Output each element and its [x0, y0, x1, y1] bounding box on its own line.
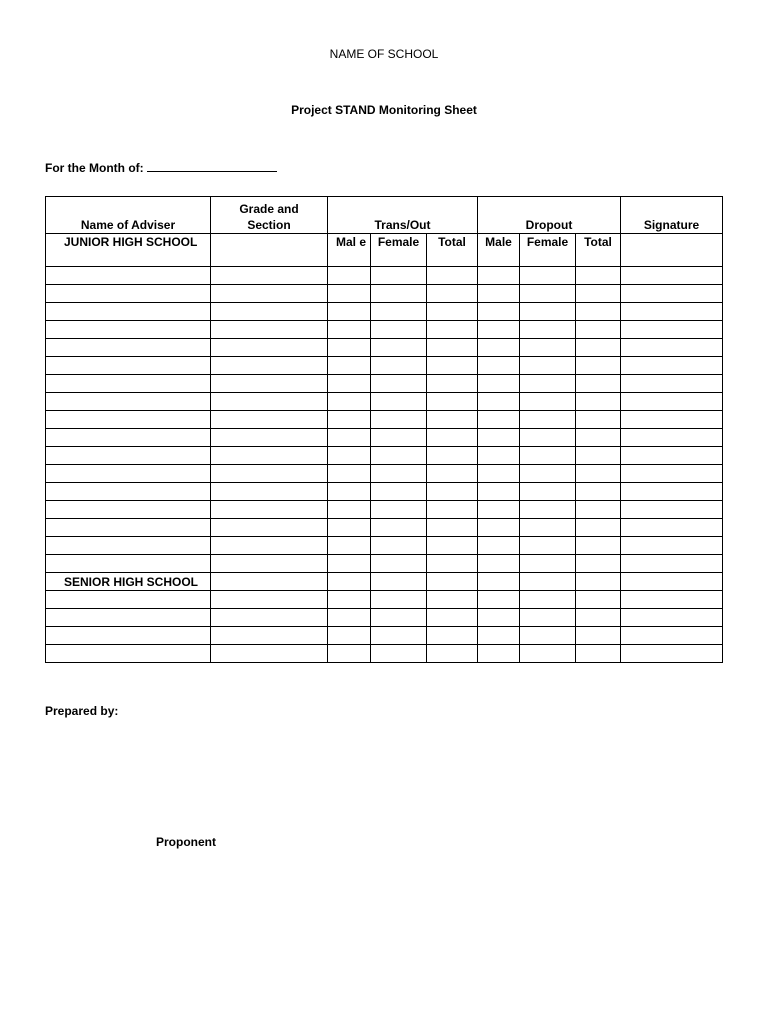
table-row — [46, 537, 723, 555]
blank-cell — [478, 573, 520, 591]
trans-total-header: Total — [427, 234, 478, 267]
blank-cell[interactable] — [520, 411, 576, 429]
blank-cell[interactable] — [576, 501, 621, 519]
blank-cell[interactable] — [371, 591, 427, 609]
table-row — [46, 483, 723, 501]
blank-cell[interactable] — [520, 375, 576, 393]
blank-cell — [576, 573, 621, 591]
blank-cell[interactable] — [520, 537, 576, 555]
blank-cell[interactable] — [427, 411, 478, 429]
table-row — [46, 555, 723, 573]
blank-cell[interactable] — [621, 537, 723, 555]
table-row — [46, 267, 723, 285]
blank-cell[interactable] — [371, 645, 427, 663]
blank-cell[interactable] — [427, 447, 478, 465]
blank-cell[interactable] — [576, 267, 621, 285]
blank-cell[interactable] — [371, 429, 427, 447]
blank-cell[interactable] — [520, 447, 576, 465]
blank-cell[interactable] — [46, 447, 211, 465]
blank-cell[interactable] — [328, 519, 371, 537]
blank-cell[interactable] — [46, 645, 211, 663]
month-line — [45, 160, 277, 175]
drop-male-header: Male — [478, 234, 520, 267]
blank-cell[interactable] — [478, 429, 520, 447]
blank-cell[interactable] — [621, 483, 723, 501]
blank-cell[interactable] — [328, 447, 371, 465]
blank-cell — [621, 234, 723, 267]
subheader-row — [46, 234, 723, 267]
blank-cell[interactable] — [328, 645, 371, 663]
blank-cell[interactable] — [211, 429, 328, 447]
blank-cell[interactable] — [211, 285, 328, 303]
blank-cell[interactable] — [427, 537, 478, 555]
blank-cell[interactable] — [520, 285, 576, 303]
blank-cell[interactable] — [621, 519, 723, 537]
blank-cell[interactable] — [576, 411, 621, 429]
blank-cell[interactable] — [427, 321, 478, 339]
blank-cell[interactable] — [211, 483, 328, 501]
blank-cell[interactable] — [427, 375, 478, 393]
table-row — [46, 285, 723, 303]
blank-cell[interactable] — [520, 357, 576, 375]
blank-cell[interactable] — [621, 267, 723, 285]
blank-cell[interactable] — [520, 483, 576, 501]
blank-cell[interactable] — [621, 285, 723, 303]
blank-cell[interactable] — [520, 465, 576, 483]
blank-cell[interactable] — [371, 375, 427, 393]
table-row — [46, 393, 723, 411]
blank-cell[interactable] — [621, 375, 723, 393]
blank-cell[interactable] — [478, 285, 520, 303]
blank-cell[interactable] — [478, 555, 520, 573]
blank-cell[interactable] — [211, 357, 328, 375]
blank-cell[interactable] — [478, 465, 520, 483]
blank-cell[interactable] — [427, 519, 478, 537]
month-label: For the Month of: — [45, 161, 144, 175]
blank-cell[interactable] — [621, 339, 723, 357]
blank-cell[interactable] — [211, 591, 328, 609]
blank-cell[interactable] — [576, 555, 621, 573]
blank-cell[interactable] — [211, 411, 328, 429]
blank-cell[interactable] — [46, 519, 211, 537]
blank-cell[interactable] — [328, 285, 371, 303]
blank-cell — [328, 573, 371, 591]
blank-cell[interactable] — [328, 537, 371, 555]
blank-cell[interactable] — [520, 645, 576, 663]
blank-cell[interactable] — [427, 501, 478, 519]
blank-cell[interactable] — [576, 447, 621, 465]
blank-cell[interactable] — [211, 627, 328, 645]
blank-cell[interactable] — [478, 321, 520, 339]
blank-cell[interactable] — [576, 285, 621, 303]
blank-cell[interactable] — [371, 519, 427, 537]
blank-cell[interactable] — [211, 465, 328, 483]
school-name: NAME OF SCHOOL — [329, 47, 439, 61]
blank-cell[interactable] — [211, 267, 328, 285]
blank-cell[interactable] — [576, 609, 621, 627]
blank-cell[interactable] — [621, 609, 723, 627]
monitoring-table — [45, 196, 723, 663]
table-row — [46, 321, 723, 339]
blank-cell[interactable] — [621, 321, 723, 339]
table-row — [46, 447, 723, 465]
table-row — [46, 501, 723, 519]
blank-cell[interactable] — [478, 501, 520, 519]
blank-cell[interactable] — [478, 357, 520, 375]
blank-cell — [621, 573, 723, 591]
grade-header-line1: Grade and — [239, 202, 299, 216]
blank-cell[interactable] — [478, 483, 520, 501]
blank-cell[interactable] — [478, 609, 520, 627]
senior-rows — [46, 591, 723, 663]
senior-high-label: SENIOR HIGH SCHOOL — [46, 573, 211, 591]
blank-cell[interactable] — [576, 429, 621, 447]
blank-cell[interactable] — [621, 411, 723, 429]
blank-cell[interactable] — [478, 267, 520, 285]
blank-cell[interactable] — [371, 285, 427, 303]
blank-cell[interactable] — [576, 627, 621, 645]
table-row — [46, 591, 723, 609]
blank-cell[interactable] — [621, 393, 723, 411]
table-row — [46, 519, 723, 537]
blank-cell[interactable] — [328, 339, 371, 357]
blank-cell[interactable] — [46, 303, 211, 321]
blank-cell[interactable] — [371, 537, 427, 555]
blank-cell[interactable] — [328, 465, 371, 483]
blank-cell[interactable] — [576, 303, 621, 321]
blank-cell[interactable] — [621, 501, 723, 519]
blank-cell[interactable] — [621, 447, 723, 465]
blank-cell[interactable] — [478, 627, 520, 645]
blank-cell[interactable] — [46, 339, 211, 357]
blank-cell[interactable] — [211, 519, 328, 537]
header-row — [46, 197, 723, 234]
trans-male-header: Mal e — [328, 234, 371, 267]
blank-cell[interactable] — [576, 645, 621, 663]
blank-cell[interactable] — [46, 411, 211, 429]
blank-cell[interactable] — [427, 555, 478, 573]
table-row — [46, 465, 723, 483]
blank-cell[interactable] — [328, 375, 371, 393]
blank-cell[interactable] — [520, 609, 576, 627]
blank-cell[interactable] — [576, 519, 621, 537]
blank-cell[interactable] — [211, 555, 328, 573]
blank-cell[interactable] — [328, 321, 371, 339]
blank-cell[interactable] — [46, 375, 211, 393]
blank-cell[interactable] — [328, 357, 371, 375]
blank-cell[interactable] — [576, 393, 621, 411]
blank-cell[interactable] — [371, 303, 427, 321]
blank-cell[interactable] — [576, 375, 621, 393]
table-row — [46, 357, 723, 375]
blank-cell[interactable] — [520, 393, 576, 411]
blank-cell[interactable] — [427, 357, 478, 375]
blank-cell[interactable] — [211, 393, 328, 411]
blank-cell[interactable] — [621, 429, 723, 447]
blank-cell[interactable] — [520, 267, 576, 285]
blank-cell[interactable] — [621, 303, 723, 321]
blank-cell — [520, 573, 576, 591]
blank-cell[interactable] — [371, 321, 427, 339]
blank-cell[interactable] — [576, 339, 621, 357]
blank-cell[interactable] — [520, 339, 576, 357]
blank-cell[interactable] — [520, 591, 576, 609]
blank-cell[interactable] — [328, 411, 371, 429]
blank-cell[interactable] — [371, 357, 427, 375]
blank-cell[interactable] — [371, 609, 427, 627]
blank-cell[interactable] — [371, 627, 427, 645]
blank-cell[interactable] — [478, 411, 520, 429]
blank-cell[interactable] — [478, 339, 520, 357]
proponent-label: Proponent — [156, 835, 216, 849]
blank-cell[interactable] — [427, 393, 478, 411]
sheet-title: Project STAND Monitoring Sheet — [291, 103, 477, 117]
prepared-by-label: Prepared by: — [45, 704, 119, 718]
blank-cell[interactable] — [371, 465, 427, 483]
blank-cell[interactable] — [46, 609, 211, 627]
blank-cell[interactable] — [328, 267, 371, 285]
blank-cell[interactable] — [520, 303, 576, 321]
blank-cell[interactable] — [520, 501, 576, 519]
table-row — [46, 627, 723, 645]
blank-cell[interactable] — [520, 519, 576, 537]
blank-cell[interactable] — [211, 339, 328, 357]
blank-cell[interactable] — [427, 645, 478, 663]
blank-cell[interactable] — [621, 357, 723, 375]
blank-cell[interactable] — [46, 321, 211, 339]
blank-cell[interactable] — [211, 321, 328, 339]
blank-cell[interactable] — [328, 483, 371, 501]
blank-cell[interactable] — [211, 447, 328, 465]
grade-header-line2: Section — [247, 218, 291, 232]
table-row — [46, 429, 723, 447]
blank-cell[interactable] — [621, 555, 723, 573]
blank-cell[interactable] — [328, 591, 371, 609]
blank-cell[interactable] — [427, 285, 478, 303]
blank-cell[interactable] — [478, 303, 520, 321]
blank-cell[interactable] — [621, 627, 723, 645]
blank-cell[interactable] — [520, 429, 576, 447]
blank-cell[interactable] — [211, 645, 328, 663]
blank-cell[interactable] — [46, 357, 211, 375]
blank-cell[interactable] — [46, 591, 211, 609]
senior-high-row — [46, 573, 723, 591]
trans-female-header: Female — [371, 234, 427, 267]
blank-cell[interactable] — [520, 321, 576, 339]
blank-cell[interactable] — [478, 645, 520, 663]
table-row — [46, 375, 723, 393]
blank-cell — [211, 234, 328, 267]
blank-cell[interactable] — [371, 501, 427, 519]
blank-cell[interactable] — [621, 645, 723, 663]
junior-rows — [46, 267, 723, 573]
blank-cell[interactable] — [520, 555, 576, 573]
table-row — [46, 645, 723, 663]
blank-cell[interactable] — [371, 411, 427, 429]
blank-cell — [211, 573, 328, 591]
blank-cell — [427, 573, 478, 591]
blank-cell[interactable] — [427, 339, 478, 357]
table-row — [46, 411, 723, 429]
drop-total-header: Total — [576, 234, 621, 267]
blank-cell[interactable] — [211, 501, 328, 519]
blank-cell[interactable] — [427, 627, 478, 645]
junior-high-label: JUNIOR HIGH SCHOOL — [46, 234, 211, 267]
blank-cell[interactable] — [46, 465, 211, 483]
blank-cell[interactable] — [478, 519, 520, 537]
blank-cell[interactable] — [46, 429, 211, 447]
blank-cell[interactable] — [371, 339, 427, 357]
blank-cell[interactable] — [427, 267, 478, 285]
blank-cell[interactable] — [328, 501, 371, 519]
blank-cell[interactable] — [576, 357, 621, 375]
table-row — [46, 609, 723, 627]
blank-cell[interactable] — [520, 627, 576, 645]
blank-cell[interactable] — [371, 555, 427, 573]
signature-header: Signature — [621, 197, 723, 234]
blank-cell[interactable] — [427, 429, 478, 447]
blank-cell[interactable] — [371, 267, 427, 285]
blank-cell[interactable] — [46, 627, 211, 645]
blank-cell[interactable] — [328, 393, 371, 411]
blank-cell[interactable] — [478, 393, 520, 411]
blank-cell[interactable] — [478, 591, 520, 609]
blank-cell[interactable] — [427, 609, 478, 627]
blank-cell[interactable] — [576, 537, 621, 555]
blank-cell[interactable] — [211, 537, 328, 555]
blank-cell[interactable] — [371, 447, 427, 465]
adviser-header: Name of Adviser — [46, 197, 211, 234]
blank-cell[interactable] — [328, 303, 371, 321]
blank-cell[interactable] — [46, 555, 211, 573]
blank-cell[interactable] — [328, 429, 371, 447]
trans-out-header: Trans/Out — [328, 197, 478, 234]
blank-cell[interactable] — [211, 375, 328, 393]
blank-cell[interactable] — [427, 591, 478, 609]
blank-cell[interactable] — [328, 609, 371, 627]
blank-cell[interactable] — [576, 483, 621, 501]
blank-cell[interactable] — [576, 321, 621, 339]
table-row — [46, 303, 723, 321]
blank-cell[interactable] — [46, 483, 211, 501]
blank-cell[interactable] — [46, 501, 211, 519]
table-row — [46, 339, 723, 357]
blank-cell[interactable] — [46, 285, 211, 303]
blank-cell[interactable] — [621, 591, 723, 609]
blank-cell[interactable] — [576, 591, 621, 609]
blank-cell[interactable] — [46, 537, 211, 555]
month-blank — [147, 160, 277, 172]
blank-cell[interactable] — [576, 465, 621, 483]
blank-cell[interactable] — [371, 483, 427, 501]
blank-cell[interactable] — [46, 267, 211, 285]
blank-cell — [371, 573, 427, 591]
blank-cell[interactable] — [478, 447, 520, 465]
blank-cell[interactable] — [478, 375, 520, 393]
blank-cell[interactable] — [427, 303, 478, 321]
dropout-header: Dropout — [478, 197, 621, 234]
blank-cell[interactable] — [427, 465, 478, 483]
blank-cell[interactable] — [427, 483, 478, 501]
grade-section-header — [211, 197, 328, 234]
blank-cell[interactable] — [371, 393, 427, 411]
blank-cell[interactable] — [328, 555, 371, 573]
blank-cell[interactable] — [211, 609, 328, 627]
blank-cell[interactable] — [328, 627, 371, 645]
blank-cell[interactable] — [621, 465, 723, 483]
blank-cell[interactable] — [46, 393, 211, 411]
drop-female-header: Female — [520, 234, 576, 267]
blank-cell[interactable] — [478, 537, 520, 555]
blank-cell[interactable] — [211, 303, 328, 321]
